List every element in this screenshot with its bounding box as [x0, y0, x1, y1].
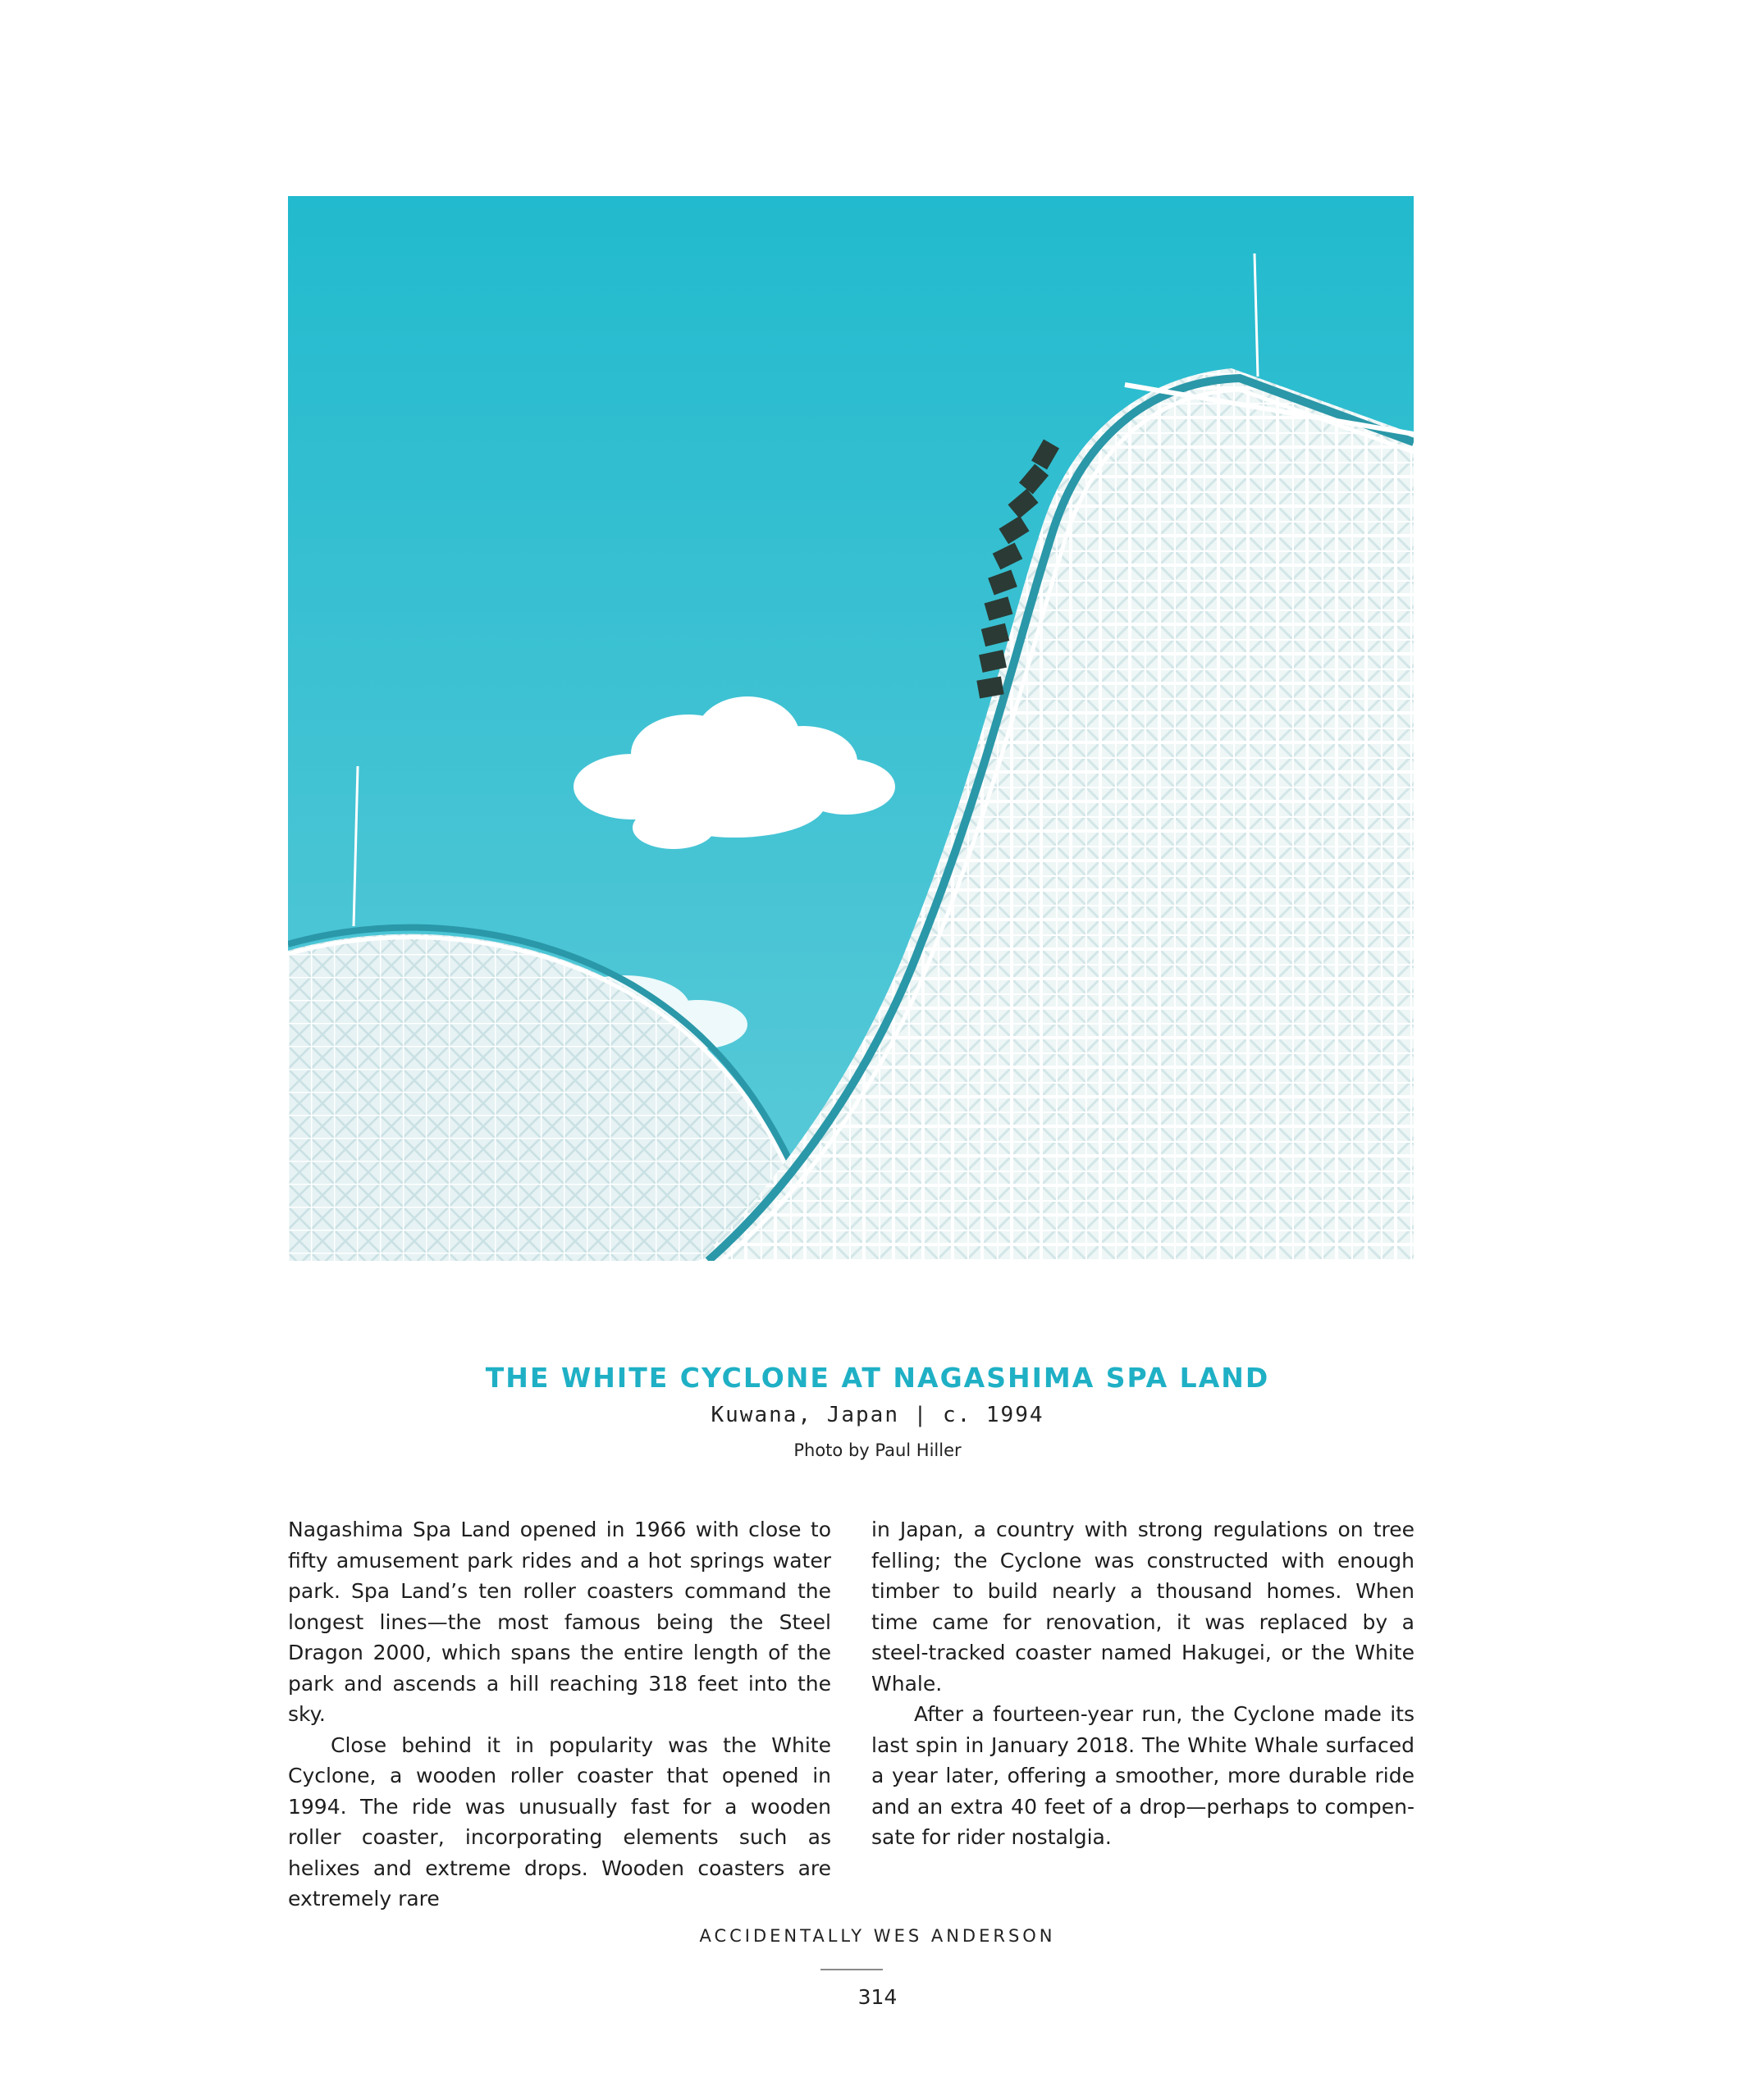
- body-paragraph: After a fourteen-year run, the Cyclone made its last spin in January 2018. The White Whale surfaced a year later, offering a smoother, more durable ride and an extra 40 feet of a drop—perhaps to compensate for rider nostalgia.: [871, 1702, 1415, 1849]
- body-paragraph: in Japan, a country with strong regulations on tree felling; the Cyclone was constructed with enough timber to build nearly a thousand homes. When time came for renovation, it was replaced by a steel-tracked coaster named Hakugei, or the White Whale.: [871, 1518, 1415, 1696]
- photo-title: THE WHITE CYCLONE AT NAGASHIMA SPA LAND: [485, 1362, 1270, 1394]
- page-number: 314: [857, 1985, 898, 2009]
- text-column-right: [871, 1514, 1415, 1853]
- body-paragraph: Close behind it in popularity was the White Cyclone, a wooden roller coaster that opened in 1994. The ride was unusually fast for a wooden roller coaster, incorporating elements such as helixes and extreme drops. Wooden coasters are extremely rare: [288, 1732, 831, 1911]
- photo-location: Kuwana, Japan | c. 1994: [711, 1403, 1044, 1427]
- photo-credit: Photo by Paul Hiller: [793, 1440, 962, 1460]
- body-paragraph: Nagashima Spa Land opened in 1966 with close to fifty amusement park rides and a hot springs water park. Spa Land’s ten roller coasters command the longest lines—the most famous being the Steel Dragon 2000, which spans the entire length of the park and ascends a hill reaching 318 feet into the sky.: [288, 1518, 831, 1726]
- text-column-left: [288, 1514, 831, 1915]
- footer-divider: [820, 1969, 883, 1970]
- running-footer: ACCIDENTALLY WES ANDERSON: [699, 1926, 1056, 1946]
- coaster-photo: [288, 196, 1414, 1261]
